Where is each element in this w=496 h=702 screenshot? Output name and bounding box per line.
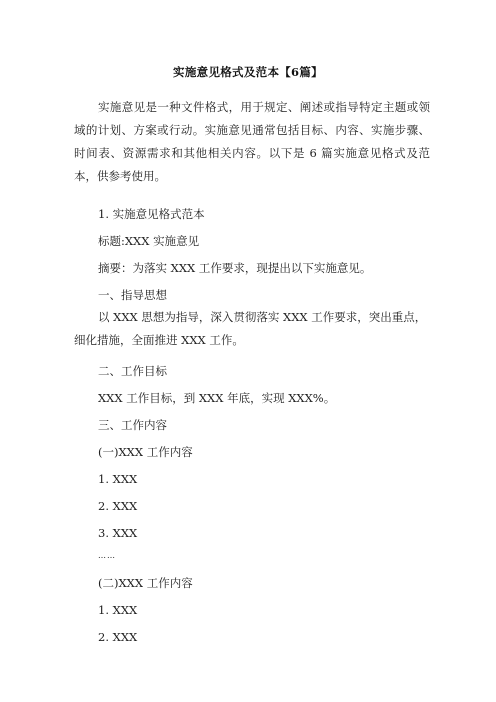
ellipsis: …… [98,551,116,560]
doc-title-line: 标题:XXX 实施意见 [98,234,200,248]
subheading-content-1: (一)XXX 工作内容 [98,445,193,459]
list-item: 1. XXX [98,472,138,486]
work-goals-text: XXX 工作目标，到 XXX 年底，实现 XXX%。 [98,391,336,405]
section-heading-1: 1. 实施意见格式范本 [98,207,205,221]
subheading-content-2: (二)XXX 工作内容 [98,576,193,590]
list-item: 2. XXX [98,630,138,644]
guiding-ideology-paragraph: 以 XXX 思想为指导，深入贯彻落实 XXX 工作要求，突出重点，细化措施，全面推进 XXX 工作。 [74,310,427,347]
heading-guiding-ideology: 一、指导思想 [98,288,167,302]
intro-paragraph: 实施意见是一种文件格式，用于规定、阐述或指导特定主题或领域的计划、方案或行动。实施意见通常包括目标、内容、实施步骤、时间表、资源需求和其他相关内容。以下是 6 篇实施意见格式及范本，供参考使用。 [74,100,430,183]
document-title: 实施意见格式及范本【6篇】 [173,65,323,79]
list-item: 3. XXX [98,526,138,540]
list-item: 1. XXX [98,603,138,617]
abstract-line: 摘要：为落实 XXX 工作要求，现提出以下实施意见。 [98,261,372,275]
heading-work-goals: 二、工作目标 [98,364,167,378]
heading-work-content: 三、工作内容 [98,418,167,432]
list-item: 2. XXX [98,499,138,513]
